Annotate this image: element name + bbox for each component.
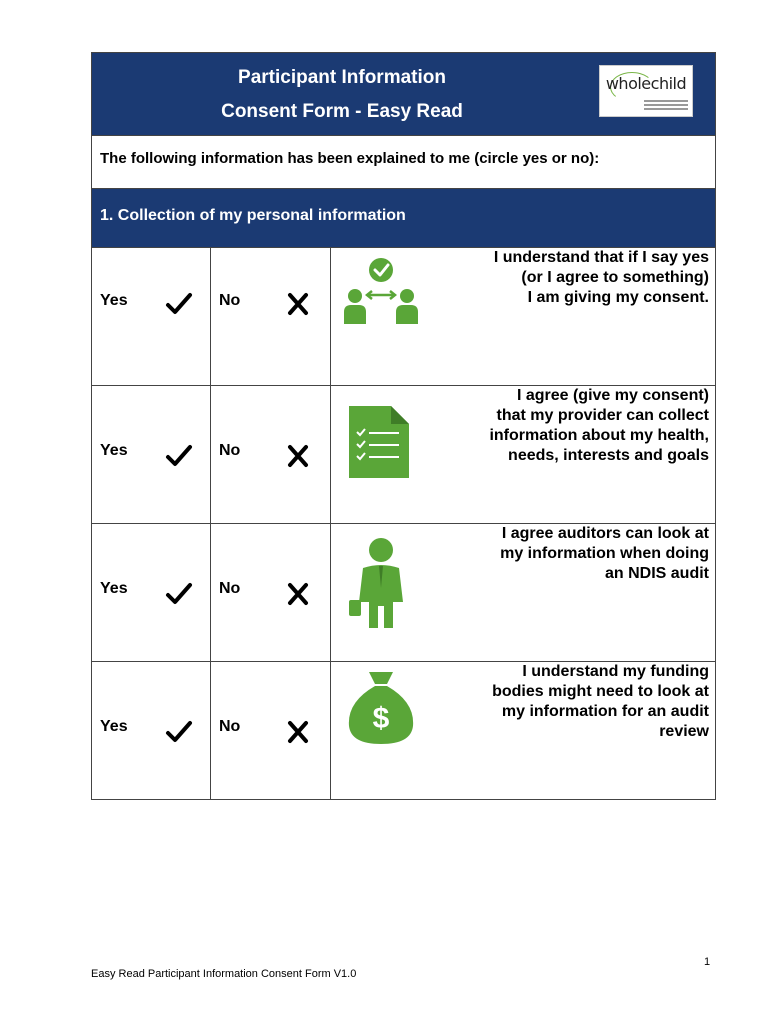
svg-text:$: $	[372, 702, 390, 735]
yes-label: Yes	[100, 442, 128, 459]
consent-statement: I understand my funding bodies might need to look at my information for an audit review	[492, 663, 709, 740]
yes-cell[interactable]	[92, 524, 211, 661]
form-title-line1: Participant Information	[238, 67, 446, 88]
page-number: 1	[704, 956, 711, 968]
check-icon	[164, 292, 194, 316]
cross-icon	[283, 444, 313, 468]
yes-cell[interactable]	[92, 248, 211, 385]
checklist-document-icon	[341, 402, 421, 482]
yes-cell[interactable]	[92, 662, 211, 799]
section-title: 1. Collection of my personal information	[100, 207, 406, 224]
intro-row	[92, 136, 715, 189]
no-label: No	[219, 292, 241, 309]
no-cell[interactable]	[211, 662, 331, 799]
yes-label: Yes	[100, 292, 128, 309]
cross-icon	[283, 582, 313, 606]
check-icon	[164, 720, 194, 744]
consent-statement: I agree (give my consent) that my provider can collect information about my health, needs, interests and goals	[489, 387, 709, 464]
no-label: No	[219, 718, 241, 735]
cross-icon	[283, 720, 313, 744]
yes-cell[interactable]	[92, 386, 211, 523]
no-label: No	[219, 580, 241, 597]
consent-row	[92, 248, 715, 386]
no-cell[interactable]	[211, 524, 331, 661]
check-icon	[164, 582, 194, 606]
form-title-line2: Consent Form - Easy Read	[221, 101, 463, 122]
no-cell[interactable]	[211, 386, 331, 523]
no-cell[interactable]	[211, 248, 331, 385]
consent-people-icon	[341, 256, 421, 336]
form-header	[92, 53, 715, 136]
cross-icon	[283, 292, 313, 316]
yes-label: Yes	[100, 718, 128, 735]
consent-form-table	[91, 52, 716, 800]
money-bag-icon	[341, 666, 421, 746]
wholechild-logo	[599, 65, 693, 117]
check-icon	[164, 444, 194, 468]
consent-row	[92, 386, 715, 524]
logo-text: wholechild	[605, 74, 687, 93]
yes-label: Yes	[100, 580, 128, 597]
auditor-person-icon	[341, 532, 421, 632]
intro-text: The following information has been explained to me (circle yes or no):	[100, 150, 600, 167]
section-header	[92, 189, 715, 248]
no-label: No	[219, 442, 241, 459]
consent-row	[92, 662, 715, 799]
consent-row	[92, 524, 715, 662]
consent-statement: I understand that if I say yes (or I agree to something) I am giving my consent.	[493, 249, 709, 306]
consent-statement: I agree auditors can look at my information when doing an NDIS audit	[500, 525, 709, 582]
footer-text: Easy Read Participant Information Consent Form V1.0	[91, 968, 357, 980]
